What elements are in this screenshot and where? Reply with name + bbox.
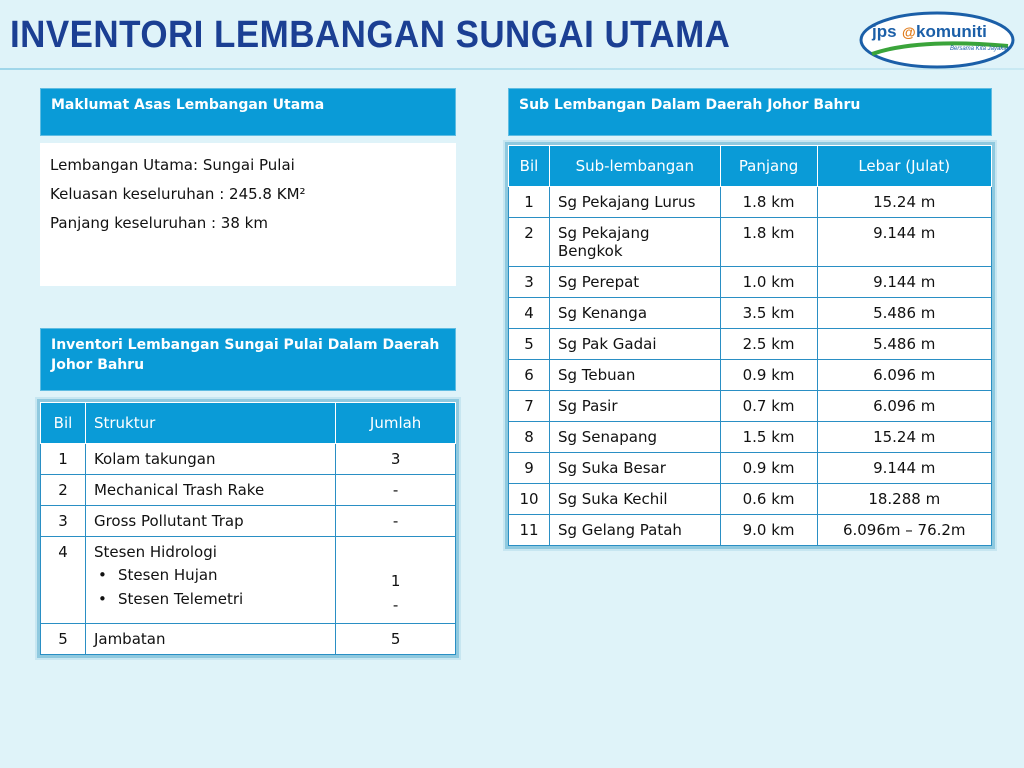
cell-panjang: 0.9 km: [720, 360, 817, 391]
cell-sub-lembangan: Sg Suka Besar: [549, 453, 720, 484]
cell-struktur: Kolam takungan: [85, 444, 335, 475]
inventory-header-row: [41, 403, 456, 444]
inventory-table: [40, 402, 456, 655]
cell-panjang: 1.5 km: [720, 422, 817, 453]
cell-sub-lembangan: Sg Pekajang Lurus: [549, 187, 720, 218]
cell-bil: 8: [509, 422, 550, 453]
cell-struktur: Mechanical Trash Rake: [85, 475, 335, 506]
info-line-length: Panjang keseluruhan : 38 km: [50, 214, 268, 232]
cell-lebar: 18.288 m: [817, 484, 992, 515]
cell-lebar: 5.486 m: [817, 329, 992, 360]
table-row: [509, 515, 992, 546]
cell-sub-lembangan: Sg Pasir: [549, 391, 720, 422]
col-header-bil: Bil: [509, 146, 550, 187]
struktur-group-label: Stesen Hidrologi: [93, 543, 217, 561]
cell-panjang: 1.8 km: [720, 218, 817, 267]
cell-lebar: 9.144 m: [817, 267, 992, 298]
logo-text-komuniti: komuniti: [916, 22, 987, 41]
table-row: [509, 360, 992, 391]
table-row: [509, 218, 992, 267]
cell-bil: 7: [509, 391, 550, 422]
table-row: [41, 537, 456, 624]
cell-panjang: 9.0 km: [720, 515, 817, 546]
jps-komuniti-logo: [858, 10, 1016, 70]
sub-panel-header: Sub Lembangan Dalam Daerah Johor Bahru: [508, 88, 992, 136]
cell-lebar: 6.096m – 76.2m: [817, 515, 992, 546]
cell-panjang: 0.7 km: [720, 391, 817, 422]
cell-lebar: 6.096 m: [817, 391, 992, 422]
cell-bil: 3: [509, 267, 550, 298]
struktur-sub-item: • Stesen Hujan: [118, 563, 327, 587]
info-line-basin: Lembangan Utama: Sungai Pulai: [50, 156, 295, 174]
table-row: [509, 187, 992, 218]
table-row: [509, 422, 992, 453]
cell-lebar: 9.144 m: [817, 453, 992, 484]
table-row: [41, 475, 456, 506]
info-panel-body: [40, 143, 456, 286]
cell-struktur: Gross Pollutant Trap: [85, 506, 335, 537]
cell-struktur: Jambatan: [85, 624, 335, 655]
table-row: [509, 391, 992, 422]
sub-header-row: [509, 146, 992, 187]
cell-sub-lembangan: Sg Senapang: [549, 422, 720, 453]
cell-bil: 5: [41, 624, 86, 655]
table-row: [509, 267, 992, 298]
cell-struktur: [85, 537, 335, 624]
table-row: [41, 624, 456, 655]
cell-sub-lembangan: Sg Gelang Patah: [549, 515, 720, 546]
col-header-struktur: Struktur: [85, 403, 335, 444]
cell-jumlah: 3: [336, 444, 456, 475]
col-header-sub-lembangan: Sub-lembangan: [549, 146, 720, 187]
cell-bil: 10: [509, 484, 550, 515]
cell-sub-lembangan: Sg Suka Kechil: [549, 484, 720, 515]
sub-value: 1: [390, 572, 401, 590]
info-line-area: Keluasan keseluruhan : 245.8 KM²: [50, 185, 306, 203]
cell-jumlah: -: [336, 475, 456, 506]
cell-bil: 2: [509, 218, 550, 267]
table-row: [509, 484, 992, 515]
cell-lebar: 15.24 m: [817, 187, 992, 218]
inventory-panel-header: Inventori Lembangan Sungai Pulai Dalam Daerah Johor Bahru: [40, 328, 456, 391]
cell-panjang: 2.5 km: [720, 329, 817, 360]
cell-bil: 5: [509, 329, 550, 360]
cell-bil: 2: [41, 475, 86, 506]
cell-sub-lembangan: Sg Kenanga: [549, 298, 720, 329]
cell-lebar: 15.24 m: [817, 422, 992, 453]
cell-bil: 4: [41, 537, 86, 624]
cell-jumlah: -: [336, 506, 456, 537]
col-header-jumlah: Jumlah: [336, 403, 456, 444]
sub-basin-table: [508, 145, 992, 546]
info-panel-header: Maklumat Asas Lembangan Utama: [40, 88, 456, 136]
table-row: [509, 329, 992, 360]
cell-bil: 1: [509, 187, 550, 218]
cell-bil: 4: [509, 298, 550, 329]
cell-bil: 6: [509, 360, 550, 391]
cell-lebar: 5.486 m: [817, 298, 992, 329]
col-header-lebar: Lebar (Julat): [817, 146, 992, 187]
cell-bil: 9: [509, 453, 550, 484]
cell-sub-lembangan: Sg Pekajang Bengkok: [549, 218, 720, 267]
table-row: [41, 506, 456, 537]
cell-bil: 1: [41, 444, 86, 475]
cell-panjang: 3.5 km: [720, 298, 817, 329]
cell-lebar: 6.096 m: [817, 360, 992, 391]
page-title: INVENTORI LEMBANGAN SUNGAI UTAMA: [10, 14, 731, 56]
struktur-sub-item: • Stesen Telemetri: [118, 587, 327, 611]
cell-lebar: 9.144 m: [817, 218, 992, 267]
cell-panjang: 1.8 km: [720, 187, 817, 218]
table-row: [509, 298, 992, 329]
logo-text-jps: jps: [872, 22, 897, 41]
cell-bil: 3: [41, 506, 86, 537]
cell-jumlah: 5: [336, 624, 456, 655]
sub-value: -: [392, 596, 399, 614]
cell-sub-lembangan: Sg Tebuan: [549, 360, 720, 391]
table-row: [41, 444, 456, 475]
col-header-panjang: Panjang: [720, 146, 817, 187]
logo-tagline: Bersama Kita Jayakan: [950, 46, 1011, 52]
cell-sub-lembangan: Sg Perepat: [549, 267, 720, 298]
table-row: [509, 453, 992, 484]
cell-bil: 11: [509, 515, 550, 546]
cell-sub-lembangan: Sg Pak Gadai: [549, 329, 720, 360]
cell-jumlah: [336, 537, 456, 624]
col-header-bil: Bil: [41, 403, 86, 444]
struktur-sub-list: [94, 563, 327, 611]
logo-text-at: @: [902, 24, 916, 40]
cell-panjang: 1.0 km: [720, 267, 817, 298]
cell-panjang: 0.6 km: [720, 484, 817, 515]
cell-panjang: 0.9 km: [720, 453, 817, 484]
